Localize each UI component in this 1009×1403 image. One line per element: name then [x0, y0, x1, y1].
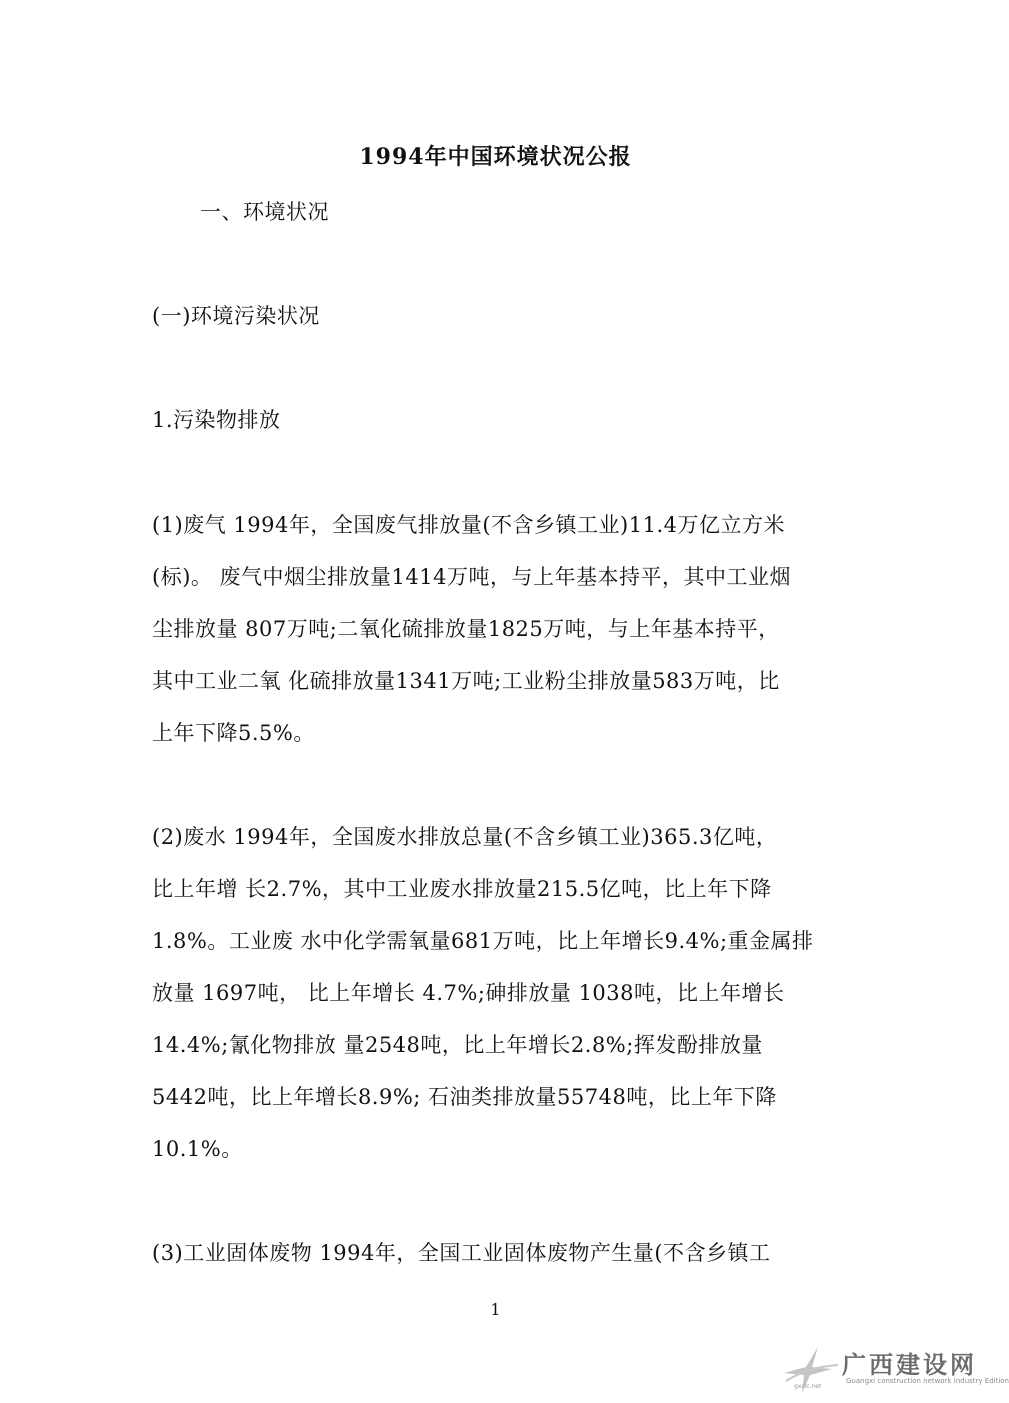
document-title: 1994年中国环境状况公报 [359, 144, 632, 170]
text-line: 1.8%。工业废 水中化学需氧量681万吨，比上年增长9.4%;重金属排 [152, 929, 814, 953]
page-number: 1 [490, 1300, 501, 1319]
section-heading: 一、环境状况 [200, 200, 329, 224]
text-line: (标)。 废气中烟尘排放量1414万吨，与上年基本持平，其中工业烟 [152, 565, 792, 589]
text-line: (1)废气 1994年，全国废气排放量(不含乡镇工业)11.4万亿立方米 [152, 513, 786, 537]
watermark-logo [780, 1345, 1009, 1395]
text-line: 比上年增 长2.7%，其中工业废水排放量215.5亿吨，比上年下降 [152, 877, 772, 901]
text-line: 尘排放量 807万吨;二氧化硫排放量1825万吨，与上年基本持平， [152, 617, 780, 641]
text-line: 10.1%。 [152, 1137, 243, 1161]
item-heading: 1.污染物排放 [152, 408, 281, 432]
text-line: 放量 1697吨， 比上年增长 4.7%;砷排放量 1038吨，比上年增长 [152, 981, 785, 1005]
watermark-text-cn: 广西建设网 [842, 1351, 977, 1379]
watermark-text-en: Guangxi construction network Industry Edition [846, 1377, 1009, 1385]
text-line: (3)工业固体废物 1994年，全国工业固体废物产生量(不含乡镇工 [152, 1241, 771, 1265]
text-line: 5442吨，比上年增长8.9%; 石油类排放量55748吨，比上年下降 [152, 1085, 777, 1109]
subsection-heading: (一)环境污染状况 [152, 304, 320, 328]
watermark-text-small: gxcic.net [794, 1383, 822, 1390]
text-line: 其中工业二氧 化硫排放量1341万吨;工业粉尘排放量583万吨，比 [152, 669, 780, 693]
text-line: 上年下降5.5%。 [152, 721, 315, 745]
text-line: 14.4%;氰化物排放 量2548吨，比上年增长2.8%;挥发酚排放量 [152, 1033, 763, 1057]
text-line: (2)废水 1994年，全国废水排放总量(不含乡镇工业)365.3亿吨， [152, 825, 778, 849]
